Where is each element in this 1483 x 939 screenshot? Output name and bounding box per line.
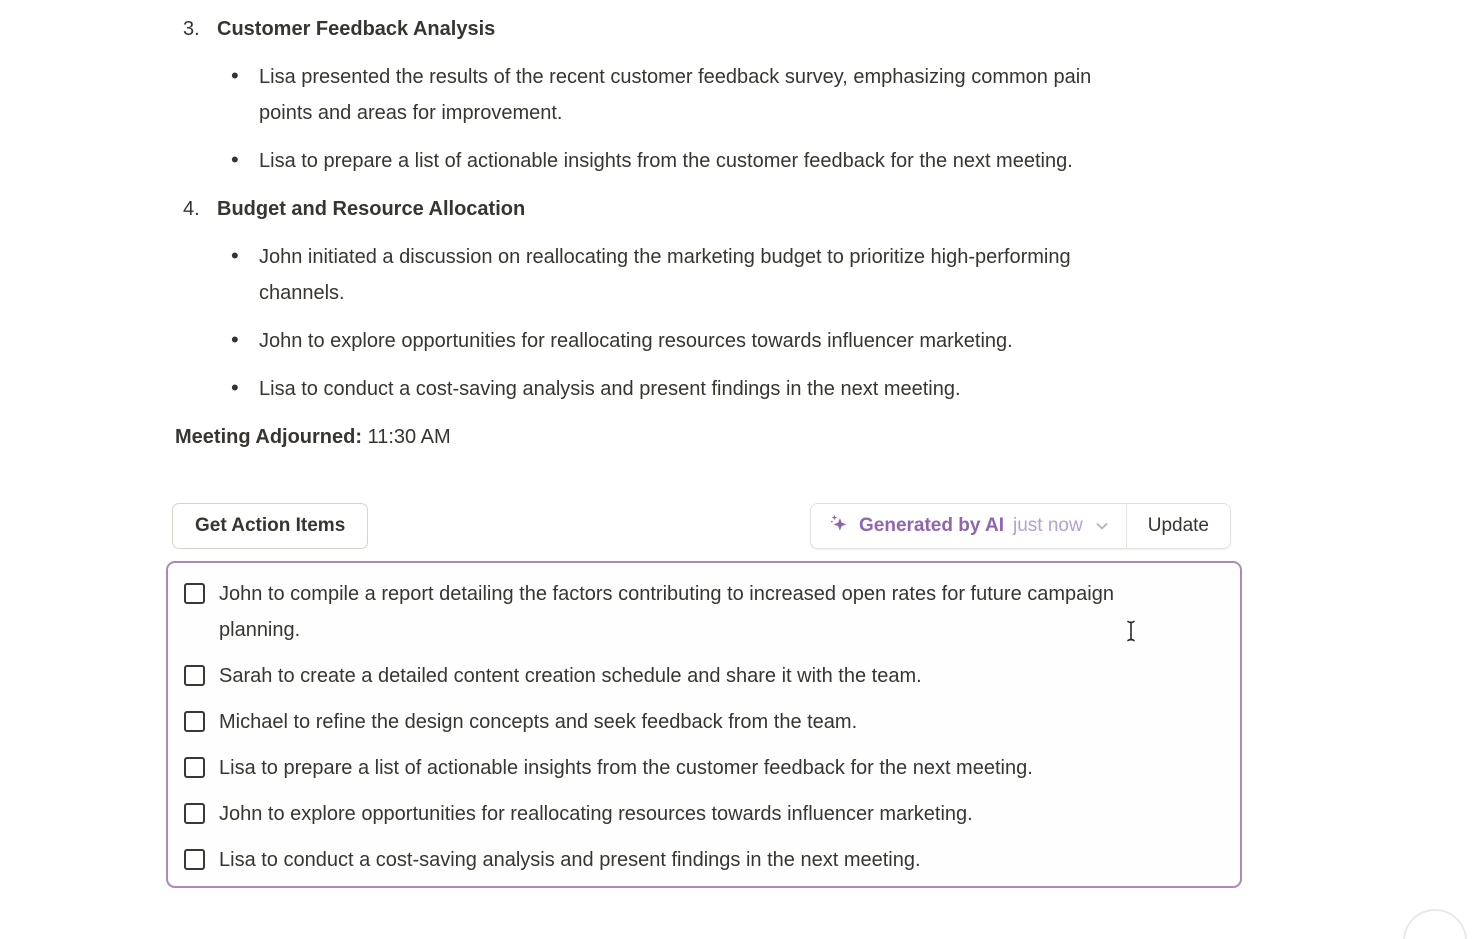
action-item-text[interactable]: John to explore opportunities for reallocating resources towards influencer marketing. [219,803,973,825]
section-title: Budget and Resource Allocation [217,198,526,220]
action-item-row [184,796,1224,832]
checkbox[interactable] [184,757,205,778]
bullet-item[interactable] [175,239,1109,311]
action-item-row [184,750,1224,786]
adjourned-time: 11:30 AM [367,426,451,448]
get-action-items-label: Get Action Items [195,515,346,536]
bullet-text: Lisa presented the results of the recent customer feedback survey, emphasizing common pain points and areas for improvement. [259,66,1092,124]
generated-by-ai-label: Generated by AI [859,515,1005,536]
document-body [175,11,1242,455]
checkbox[interactable] [184,849,205,870]
section-number: 4. [183,198,200,220]
action-item-text[interactable]: Lisa to prepare a list of actionable insights from the customer feedback for the next meeting. [219,757,1033,779]
ai-button-group [810,503,1231,549]
checkbox[interactable] [184,711,205,732]
generated-by-ai-dropdown[interactable] [811,504,1126,548]
generated-time-label: just now [1013,515,1083,536]
bullet-list [175,59,1242,179]
bullet-text: John initiated a discussion on reallocating the marketing budget to prioritize high-performing channels. [259,246,1071,304]
section-heading-3[interactable] [175,11,1242,47]
section-heading-4[interactable] [175,191,1242,227]
update-label: Update [1147,515,1209,536]
bullet-list [175,239,1242,407]
meeting-adjourned-line[interactable] [175,419,1242,455]
update-button[interactable] [1127,504,1230,548]
action-items-panel[interactable] [166,561,1242,888]
action-item-row [184,842,1224,878]
action-item-row [184,576,1224,648]
action-item-row [184,658,1224,694]
action-item-text[interactable]: Sarah to create a detailed content creation schedule and share it with the team. [219,665,922,687]
bullet-text: Lisa to conduct a cost-saving analysis and present findings in the next meeting. [259,378,961,400]
action-item-text[interactable]: John to compile a report detailing the factors contributing to increased open rates for future campaign planning. [219,583,1114,641]
chevron-down-icon [1094,518,1110,534]
bullet-item[interactable] [175,323,1109,359]
bullet-text: John to explore opportunities for reallocating resources towards influencer marketing. [259,330,1013,352]
bullet-item[interactable] [175,143,1109,179]
checkbox[interactable] [184,665,205,686]
action-item-row [184,704,1224,740]
help-button[interactable] [1403,909,1467,939]
section-title: Customer Feedback Analysis [217,18,496,40]
section-number: 3. [183,18,200,40]
ai-sparkle-icon [828,512,850,540]
bullet-item[interactable] [175,59,1109,131]
checkbox[interactable] [184,583,205,604]
checkbox[interactable] [184,803,205,824]
bullet-text: Lisa to prepare a list of actionable insights from the customer feedback for the next meeting. [259,150,1073,172]
get-action-items-button[interactable] [172,503,368,549]
action-item-text[interactable]: Lisa to conduct a cost-saving analysis and present findings in the next meeting. [219,849,921,871]
adjourned-label: Meeting Adjourned: [175,426,363,448]
action-item-text[interactable]: Michael to refine the design concepts and seek feedback from the team. [219,711,858,733]
text-cursor-icon [1124,619,1138,648]
bullet-item[interactable] [175,371,1109,407]
